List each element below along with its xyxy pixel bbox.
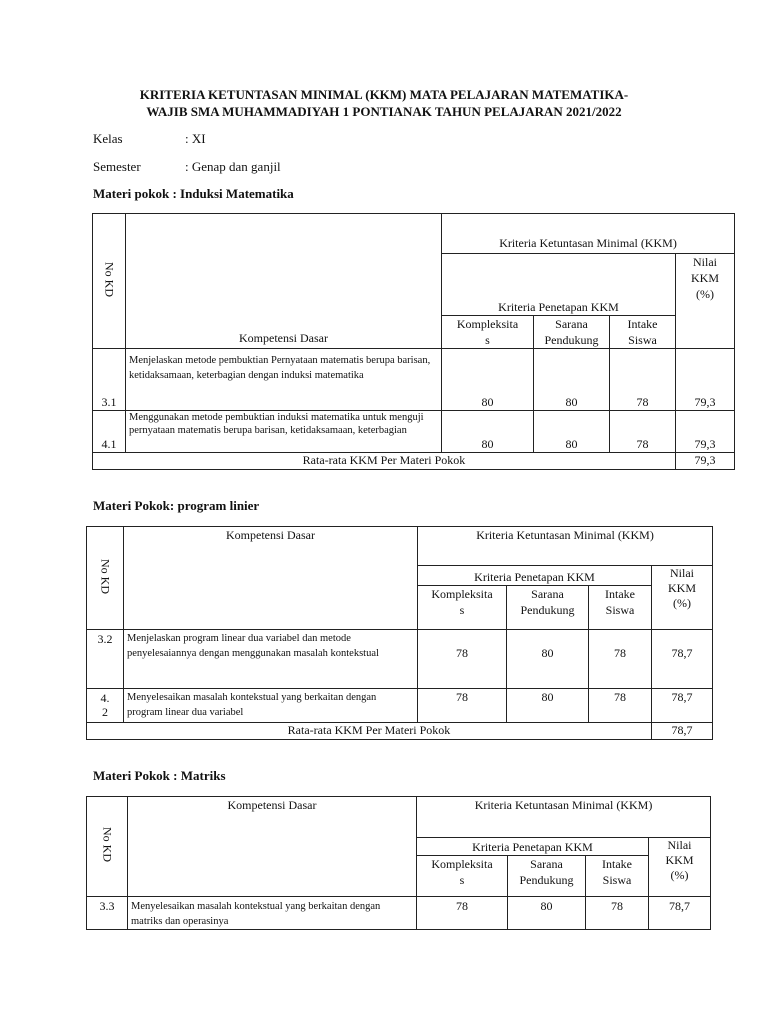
- sarana-value: 80: [507, 630, 589, 689]
- kkm-table-matriks: [86, 796, 711, 930]
- header-sarana: Sarana Pendukung: [508, 856, 586, 897]
- header-kkm: Kriteria Ketuntasan Minimal (KKM): [418, 527, 713, 566]
- sarana-value: 80: [534, 349, 610, 411]
- kompleksitas-value: 80: [442, 411, 534, 453]
- rata-rata-row: [93, 453, 735, 470]
- kd-number: 3.2: [87, 630, 124, 689]
- header-no-kd: No KD: [87, 527, 124, 630]
- kd-number: 3.1: [93, 349, 126, 411]
- table-row: [87, 689, 713, 723]
- kompleksitas-value: 78: [418, 689, 507, 723]
- nilai-value: 79,3: [676, 349, 735, 411]
- nilai-value: 78,7: [649, 897, 711, 930]
- header-kompetensi: Kompetensi Dasar: [124, 527, 418, 630]
- table-row: [93, 349, 735, 411]
- header-nilai: Nilai KKM (%): [649, 838, 711, 897]
- semester-label: Semester: [93, 159, 141, 174]
- kd-description: Menjelaskan metode pembuktian Pernyataan matematis berupa barisan, ketidaksamaan, keterbagian dengan induksi matematika: [126, 349, 442, 411]
- kelas-row: [93, 131, 206, 147]
- intake-value: 78: [589, 689, 652, 723]
- sarana-value: 80: [508, 897, 586, 930]
- document-title: [60, 86, 708, 120]
- header-penetapan: Kriteria Penetapan KKM: [417, 838, 649, 856]
- kd-description: Menjelaskan program linear dua variabel dan metode penyelesaiannya dengan menggunakan masalah kontekstual: [124, 630, 418, 689]
- title-line-2: WAJIB SMA MUHAMMADIYAH 1 PONTIANAK TAHUN PELAJARAN 2021/2022: [146, 104, 622, 119]
- kkm-table-induksi: [92, 213, 735, 470]
- header-intake: Intake Siswa: [589, 586, 652, 630]
- header-no-kd: No KD: [93, 214, 126, 349]
- table-row: [93, 411, 735, 453]
- header-nilai: Nilai KKM (%): [676, 254, 735, 316]
- header-penetapan: Kriteria Penetapan KKM: [418, 566, 652, 586]
- rata-rata-row: [87, 723, 713, 740]
- kd-number: 4. 2: [87, 689, 124, 723]
- sarana-value: 80: [507, 689, 589, 723]
- section-heading-matriks: Materi Pokok : Matriks: [93, 768, 226, 783]
- table-row: [87, 897, 711, 930]
- kd-number: 4.1: [93, 411, 126, 453]
- intake-value: 78: [586, 897, 649, 930]
- header-kompleksitas: Kompleksita s: [442, 316, 534, 349]
- section-heading-induksi: Materi pokok : Induksi Matematika: [93, 186, 294, 201]
- kompleksitas-value: 80: [442, 349, 534, 411]
- header-intake: Intake Siswa: [610, 316, 676, 349]
- kd-number: 3.3: [87, 897, 128, 930]
- table-row: [87, 630, 713, 689]
- semester-row: [93, 159, 281, 175]
- intake-value: 78: [610, 349, 676, 411]
- kd-description: Menggunakan metode pembuktian induksi matematika untuk menguji pernyataan matematis berupa barisan, ketidaksamaan, keterbagian: [126, 411, 442, 453]
- header-kompleksitas: Kompleksita s: [418, 586, 507, 630]
- header-no-kd: No KD: [87, 797, 128, 897]
- nilai-value: 79,3: [676, 411, 735, 453]
- header-sarana: Sarana Pendukung: [507, 586, 589, 630]
- kd-description: Menyelesaikan masalah kontekstual yang berkaitan dengan matriks dan operasinya: [128, 897, 417, 930]
- rata-rata-value: 78,7: [652, 723, 713, 740]
- kompleksitas-value: 78: [418, 630, 507, 689]
- header-sarana: Sarana Pendukung: [534, 316, 610, 349]
- semester-value: : Genap dan ganjil: [185, 159, 281, 174]
- rata-rata-label: Rata-rata KKM Per Materi Pokok: [93, 453, 676, 470]
- header-kkm: Kriteria Ketuntasan Minimal (KKM): [442, 214, 735, 254]
- header-penetapan: Kriteria Penetapan KKM: [442, 254, 676, 316]
- kd-description: Menyelesaikan masalah kontekstual yang berkaitan dengan program linear dua variabel: [124, 689, 418, 723]
- section-heading-program-linier: Materi Pokok: program linier: [93, 498, 260, 513]
- sarana-value: 80: [534, 411, 610, 453]
- header-nilai: Nilai KKM (%): [652, 566, 713, 630]
- nilai-value: 78,7: [652, 630, 713, 689]
- kelas-value: : XI: [185, 131, 206, 146]
- header-intake: Intake Siswa: [586, 856, 649, 897]
- nilai-value: 78,7: [652, 689, 713, 723]
- rata-rata-value: 79,3: [676, 453, 735, 470]
- rata-rata-label: Rata-rata KKM Per Materi Pokok: [87, 723, 652, 740]
- kkm-table-program-linier: [86, 526, 713, 740]
- header-kkm: Kriteria Ketuntasan Minimal (KKM): [417, 797, 711, 838]
- header-kompleksitas: Kompleksita s: [417, 856, 508, 897]
- title-line-1: KRITERIA KETUNTASAN MINIMAL (KKM) MATA PELAJARAN MATEMATIKA-: [139, 87, 629, 102]
- kelas-label: Kelas: [93, 131, 123, 146]
- kompleksitas-value: 78: [417, 897, 508, 930]
- header-kompetensi: Kompetensi Dasar: [128, 797, 417, 897]
- intake-value: 78: [589, 630, 652, 689]
- intake-value: 78: [610, 411, 676, 453]
- header-kompetensi: Kompetensi Dasar: [126, 214, 442, 349]
